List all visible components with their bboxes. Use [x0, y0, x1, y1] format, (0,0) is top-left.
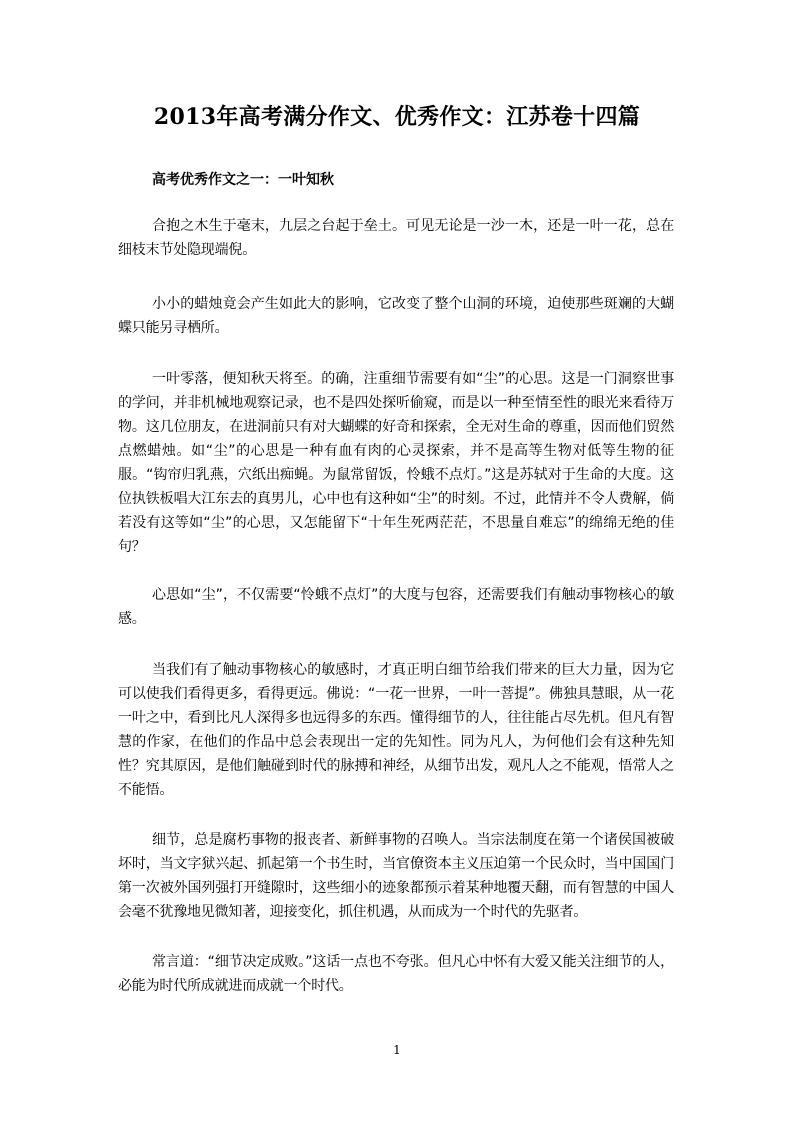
essay-subtitle: 高考优秀作文之一：一叶知秋 [152, 172, 334, 188]
paragraph-7: 常言道：“细节决定成败。”这话一点也不夸张。但凡心中怀有大爱又能关注细节的人，必能为时代所成就进而成就一个时代。 [118, 954, 674, 994]
paragraph-6: 细节，总是腐朽事物的报丧者、新鲜事物的召唤人。当宗法制度在第一个诸侯国被破坏时，当文字狱兴起、抓起第一个书生时，当官僚资本主义压迫第一个民众时，当中国国门第一次被外国列强打开缝隙时，这些细小的迹象都预示着某种地覆天翻，而有智慧的中国人会毫不犹豫地见微知著，迎接变化，抓住机遇，从而成为一个时代的先驱者。 [118, 832, 674, 920]
paragraph-4: 心思如“尘”，不仅需要“怜蛾不点灯”的大度与包容，还需要我们有触动事物核心的敏感。 [118, 587, 674, 627]
page-number: 1 [393, 1043, 401, 1057]
paragraph-5: 当我们有了触动事物核心的敏感时，才真正明白细节给我们带来的巨大力量，因为它可以使我们看得更多，看得更远。佛说：“一花一世界，一叶一菩提”。佛独具慧眼，从一花一叶之中，看到比凡人深得多也远得多的东西。懂得细节的人，往往能占尽先机。但凡有智慧的作家，在他们的作品中总会表现出一定的先知性。同为凡人，为何他们会有这种先知性？究其原因，是他们触碰到时代的脉搏和神经，从细节出发，观凡人之不能观，悟常人之不能悟。 [118, 662, 674, 798]
paragraph-1: 合抱之木生于毫末，九层之台起于垒土。可见无论是一沙一木，还是一叶一花，总在细枝末节处隐现端倪。 [118, 218, 674, 258]
paragraph-2: 小小的蜡烛竟会产生如此大的影响，它改变了整个山洞的环境，迫使那些斑斓的大蝴蝶只能另寻栖所。 [118, 296, 674, 336]
document-title: 2013年高考满分作文、优秀作文：江苏卷十四篇 [153, 104, 641, 130]
paragraph-3: 一叶零落，便知秋天将至。的确，注重细节需要有如“尘”的心思。这是一门洞察世事的学问，并非机械地观察记录，也不是四处探听偷窥，而是以一种至情至性的眼光来看待万物。这几位朋友，在进洞前只有对大蝴蝶的好奇和探索，全无对生命的尊重，因而他们贸然点燃蜡烛。如“尘”的心思是一种有血有肉的心灵探索，并不是高等生物对低等生物的征服。“钩帘归乳燕，穴纸出痴蝇。为鼠常留饭，怜蛾不点灯。”这是苏轼对于生命的大度。这位执铁板唱大江东去的真男儿，心中也有这种如“尘”的时刻。不过，此情并不令人费解，倘若没有这等如“尘”的心思，又怎能留下“十年生死两茫茫，不思量自难忘”的绵绵无绝的佳句？ [118, 371, 674, 555]
